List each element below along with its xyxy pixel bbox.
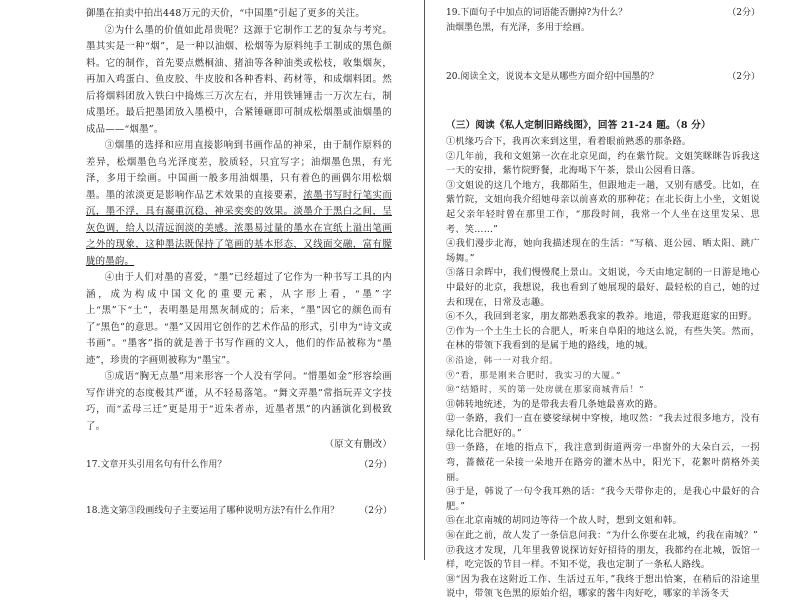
story-paragraph: ⑫一条路，我们一直在婆娑绿树中穿梭，地叹然：“我去过很多地方，没有绿化比合肥好的。” — [446, 413, 760, 439]
story-paragraph: ⑥不久，我回到老家，朋友都熟悉我家的教养。地道，带我逛逛家的田野。 — [446, 311, 758, 323]
question-20-text: 20.阅读全文，说说本文是从哪些方面介绍中国墨的？ — [446, 72, 659, 82]
story-paragraph: ⑦作为一个土生土长的合肥人，听来自阜阳的地这么说，有些失笑。然而，在林的带领下我看到的是属于地的路线，地的城。 — [446, 325, 760, 352]
story-paragraph: ⑩“结婚时，买的第一处房就在那家商城背后！” — [446, 385, 645, 396]
question-19 — [446, 6, 760, 21]
reading-paragraph-3 — [86, 138, 392, 270]
question-17-text: 17.文章开头引用名句有什么作用？ — [86, 459, 227, 470]
question-18-text: 18.选文第③段画线句子主要运用了哪种说明方法?有什么作用？ — [86, 505, 340, 516]
question-19-score: （2分） — [727, 8, 760, 18]
question-17-score: （2分） — [359, 459, 392, 470]
section-title: （三）阅读《私人定制旧路线图》，回答 21-24 题。（8 分） — [446, 120, 711, 131]
story-paragraph: ⑨“看，那是刚来合肥时，我实习的大厦。” — [446, 370, 622, 381]
question-20 — [446, 70, 760, 85]
story-paragraph: ④我们漫步北海，她向我描述现在的生活：“写稿、逛公园、晒太阳、跳广场舞。” — [446, 238, 760, 264]
question-18 — [86, 504, 392, 519]
story-paragraph: ⑪韩转地统述，为的是带我去看几条她最喜欢的路。 — [446, 398, 664, 410]
question-18-score: （2分） — [359, 505, 392, 516]
story-paragraph: ①机缘巧合下，我再次来到这里，看着眼前熟悉的那条路。 — [446, 136, 692, 147]
column-divider — [424, 0, 425, 560]
reading-paragraph-2: ②为什么墨的价值如此昂贵呢？这源于它制作工艺的复杂与考究。墨其实是一种“烟”，是一种以油烟、松烟等为原料纯手工制成的黑色颜料。它的制作，首先要点燃桐油、猪油等各种油类或松枝，收集烟灰，再加入鸡蛋白、鱼皮胶、牛皮胶和各种香料、药材等，和成烟料团。然后将烟料团放入铁臼中捣炼三万次左右，并用铁锤锤击一万次左右，制成墨坯。最后把墨团放入墨模中，合紧锤砸即可制成松烟墨或油烟墨的成品——“烟墨”。 — [86, 24, 392, 135]
question-17 — [86, 458, 392, 473]
story-paragraph: ⑤落日余晖中，我们慢慢爬上景山。文姐说，今天由地定制的一日游是地心中最好的北京，我想说，我也看到了她展现的最好、最轻松的自己，她的过去和现在，日常及志趣。 — [446, 267, 760, 308]
story-paragraph: ⑰我这才发现，几年里我曾说探访好好招待的朋友，我都约在北城，饭馆一样，吃完饭的节目一样。不知不觉，我也定制了一条私人路线。 — [446, 544, 760, 571]
left-column — [86, 6, 392, 519]
story-paragraph: ⑭于是，韩说了一句令我耳熟的话：“我今天带你走的，是我心中最好的合肥。” — [446, 486, 760, 512]
story-paragraph: ⑱“因为我在这附近工作、生活过五年，”我终于想出恰案，在稍后的沿途里说中，带领飞色黑的原始介绍，哪家的酱牛肉好吃，哪家的羊汤冬天 — [446, 573, 760, 600]
right-column — [446, 6, 760, 602]
story-paragraph: ⑯在此之前，故人发了一条信息问我：“为什么你要在北城，约我在南城？” — [446, 530, 758, 542]
story-paragraph: ⑧沿途，韩一一对我介绍。 — [446, 355, 559, 366]
story-paragraph: ⑮在北京南城的胡同边等待一个故人时，想到文姐和韩。 — [446, 515, 682, 527]
story-paragraph: ②几年前，我和文姐第一次在北京见面，约在紫竹院。文姐笑眯眯告诉我这一天的安排，紫竹院野餐，北海喝下午茶，景山公园看日落。 — [446, 150, 760, 177]
paragraph-3-text: ③烟墨的选择和应用直接影响到书画作品的神采，由于制作原料的差异，松烟墨色乌光泽度差，胶质轻，只宜写字；油烟墨色黑，有光泽，多用于绘画。中国画一般多用油烟墨，只有着色的画偶尔用松烟墨。墨的浓淡更是影响作品艺术效果的直接要素， — [86, 140, 392, 201]
question-19-text: 19.下面句子中加点的词语能否删掉?为什么？ — [446, 8, 628, 18]
underlined-sentence: 浓墨书写时行笔实而沉，墨不浮，具有凝重沉稳、神采奕奕的效果。淡墨介于黑白之间，呈灰色调，给人以清远润淡的美感。浓墨易过量的墨水在宣纸上溢出笔画之外的现象，这种墨法既保持了笔画的基本形态，又线面交融，富有朦胧的墨韵。 — [86, 189, 392, 267]
reading-paragraph-1: 御墨在拍卖中拍出448万元的天价，“中国墨”引起了更多的关注。 — [86, 8, 365, 19]
story-paragraph: ③文姐说的这几个地方，我都陌生，但跟地走一趟，又别有感受。比如，在紫竹院，文姐向我介绍她母亲以前喜欢的那种花；在北长街上小坐，文姐说起父亲年轻时曾在那里工作，“那段时间，我常一个人坐在这里发呆、思考、笑……” — [446, 179, 760, 235]
reading-paragraph-4: ④由于人们对墨的喜爱，“墨”已经超过了它作为一种书写工具的内涵，成为构成中国文化的重要元素，从字形上看，“墨”字上“黑”下“土”，表明墨是用黑灰制成的；后来，“墨”因它的颜色而有了“黑色”的意思。“墨”又因用它创作的艺术作品的形式，引申为“诗文或书画”。“墨客”指的就是善于书写作画的文人，他们的作品被称为“墨迹”，珍贵的字画则被称为“墨宝”。 — [86, 272, 392, 366]
question-20-score: （2分） — [727, 72, 760, 82]
source-note: （原文有删改） — [324, 439, 392, 450]
story-paragraph: ⑬一条路，在地的指点下，我注意到街道两旁一串窗外的大朵白云，一拐弯，蔷薇花一朵接一朵地开在路旁的灌木丛中，阳光下，花絮叶荫格外美丽。 — [446, 442, 760, 483]
reading-paragraph-5: ⑤成语“胸无点墨”用来形容一个人没有学问。“惜墨如金”形容绘画写作讲究的态度极其严谨，从不轻易落笔。“舞文弄墨”常指玩弄文字技巧，而“孟母三迁”更是用于“近朱者赤，近墨者黑”的内涵演化到极致了。 — [86, 371, 392, 432]
question-19-sentence: 油烟墨色黑，有光泽，多用于绘画。 — [446, 23, 591, 33]
